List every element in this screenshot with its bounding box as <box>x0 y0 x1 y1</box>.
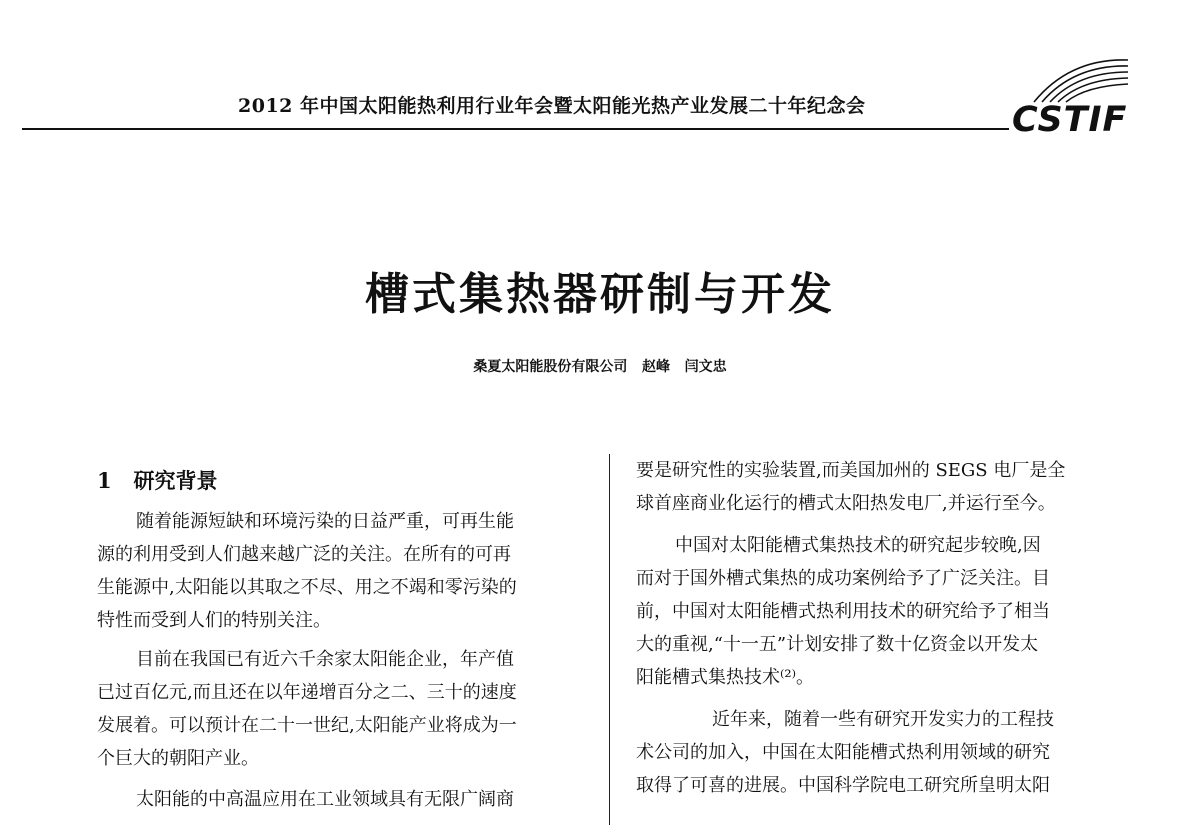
right-text-line: 中国对太阳能槽式集热技术的研究起步较晚,因 <box>675 535 1041 556</box>
left-text-line: 已过百亿元,而且还在以年递增百分之二、三十的速度 <box>97 682 517 703</box>
left-text-line: 个巨大的朝阳产业。 <box>97 748 259 769</box>
cstif-logo <box>1010 56 1160 138</box>
header-rule <box>22 128 1009 130</box>
left-text-line: 随着能源短缺和环境污染的日益严重，可再生能 <box>136 511 514 532</box>
left-text-line: 源的利用受到人们越来越广泛的关注。在所有的可再 <box>97 544 511 565</box>
section-heading: 1 研究背景 <box>97 468 218 493</box>
right-text-line: 而对于国外槽式集热的成功案例给予了广泛关注。目 <box>636 568 1050 589</box>
left-text-line: 太阳能的中高温应用在工业领域具有无限广阔商 <box>136 789 514 810</box>
right-text-line: 前，中国对太阳能槽式热利用技术的研究给予了相当 <box>636 601 1050 622</box>
right-text-line: 大的重视,“十一五”计划安排了数十亿资金以开发太 <box>636 634 1039 655</box>
paper-title: 槽式集热器研制与开发 <box>365 269 835 320</box>
left-text-line: 特性而受到人们的特别关注。 <box>97 610 331 631</box>
right-text-line: 要是研究性的实验装置,而美国加州的 SEGS 电厂是全 <box>636 460 1066 481</box>
right-text-line: 球首座商业化运行的槽式太阳热发电厂,并运行至今。 <box>636 493 1056 514</box>
logo-arcs-icon <box>1030 56 1140 104</box>
left-text-line: 发展着。可以预计在二十一世纪,太阳能产业将成为一 <box>97 715 517 736</box>
header-title: 2012 年中国太阳能热利用行业年会暨太阳能光热产业发展二十年纪念会 <box>238 95 866 117</box>
left-text-line: 目前在我国已有近六千余家太阳能企业，年产值 <box>136 649 514 670</box>
right-text-line: 阳能槽式集热技术⁽²⁾。 <box>636 667 815 688</box>
logo-text: CSTIF <box>1012 100 1128 140</box>
left-text-line: 生能源中,太阳能以其取之不尽、用之不竭和零污染的 <box>97 577 517 598</box>
right-text-line: 近年来，随着一些有研究开发实力的工程技 <box>712 709 1054 730</box>
column-divider <box>609 454 610 825</box>
right-text-line: 术公司的加入，中国在太阳能槽式热利用领域的研究 <box>636 742 1050 763</box>
paper-authors: 桑夏太阳能股份有限公司 赵峰 闫文忠 <box>473 359 727 375</box>
right-text-line: 取得了可喜的进展。中国科学院电工研究所皇明太阳 <box>636 775 1050 796</box>
